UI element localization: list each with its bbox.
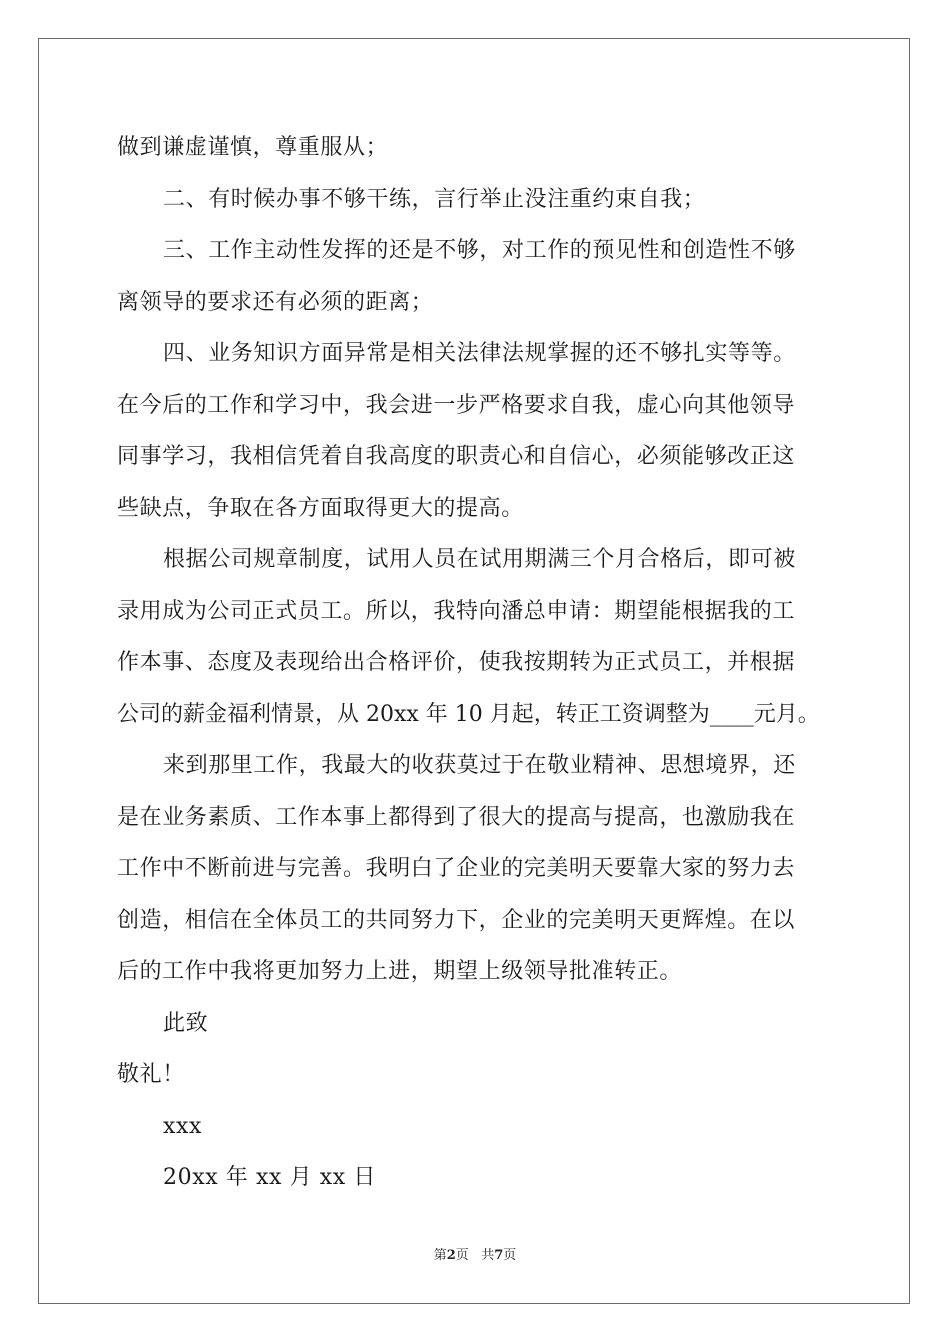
text-line: 创造，相信在全体员工的共同努力下，企业的完美明天更辉煌。在以 <box>117 908 796 933</box>
text-line: 录用成为公司正式员工。所以，我特向潘总申请：期望能根据我的工 <box>117 599 796 624</box>
text-line: 公司的薪金福利情景，从 20xx 年 10 月起，转正工资调整为____元月。 <box>117 702 820 727</box>
text-line: 四、业务知识方面异常是相关法律法规掌握的还不够扎实等等。 <box>163 341 796 366</box>
footer-page-suffix: 页 <box>455 1248 469 1263</box>
text-line: 些缺点，争取在各方面取得更大的提高。 <box>117 496 524 521</box>
closing-salutation: 此致 <box>163 1011 209 1036</box>
closing-regards: 敬礼！ <box>117 1062 185 1087</box>
text-line: 作本事、态度及表现给出合格评价，使我按期转为正式员工，并根据 <box>117 650 796 675</box>
text-line: 三、工作主动性发挥的还是不够，对工作的预见性和创造性不够 <box>163 238 796 263</box>
text-line: 根据公司规章制度，试用人员在试用期满三个月合格后，即可被 <box>163 547 796 572</box>
text-line: 来到那里工作，我最大的收获莫过于在敬业精神、思想境界，还 <box>163 753 796 778</box>
footer-total-suffix: 页 <box>503 1248 517 1263</box>
footer-prefix: 第 <box>433 1248 447 1263</box>
text-line: 工作中不断前进与完善。我明白了企业的完美明天要靠大家的努力去 <box>117 856 796 881</box>
text-line: 在今后的工作和学习中，我会进一步严格要求自我，虚心向其他领导 <box>117 393 796 418</box>
footer-page-number: 2 <box>446 1248 456 1263</box>
signature-name: xxx <box>163 1114 203 1139</box>
text-line: 做到谦虚谨慎，尊重服从； <box>117 135 389 160</box>
signature-date: 20xx 年 xx 月 xx 日 <box>163 1165 377 1190</box>
footer-total-prefix: 共 <box>481 1248 495 1263</box>
page-footer <box>0 1248 950 1264</box>
text-line: 后的工作中我将更加努力上进，期望上级领导批准转正。 <box>117 959 683 984</box>
text-line: 二、有时候办事不够干练，言行举止没注重约束自我； <box>163 187 706 212</box>
text-line: 同事学习，我相信凭着自我高度的职责心和自信心，必须能够改正这 <box>117 444 796 469</box>
text-line: 是在业务素质、工作本事上都得到了很大的提高与提高，也激励我在 <box>117 805 796 830</box>
footer-total-pages: 7 <box>494 1248 504 1263</box>
text-line: 离领导的要求还有必须的距离； <box>117 290 434 315</box>
